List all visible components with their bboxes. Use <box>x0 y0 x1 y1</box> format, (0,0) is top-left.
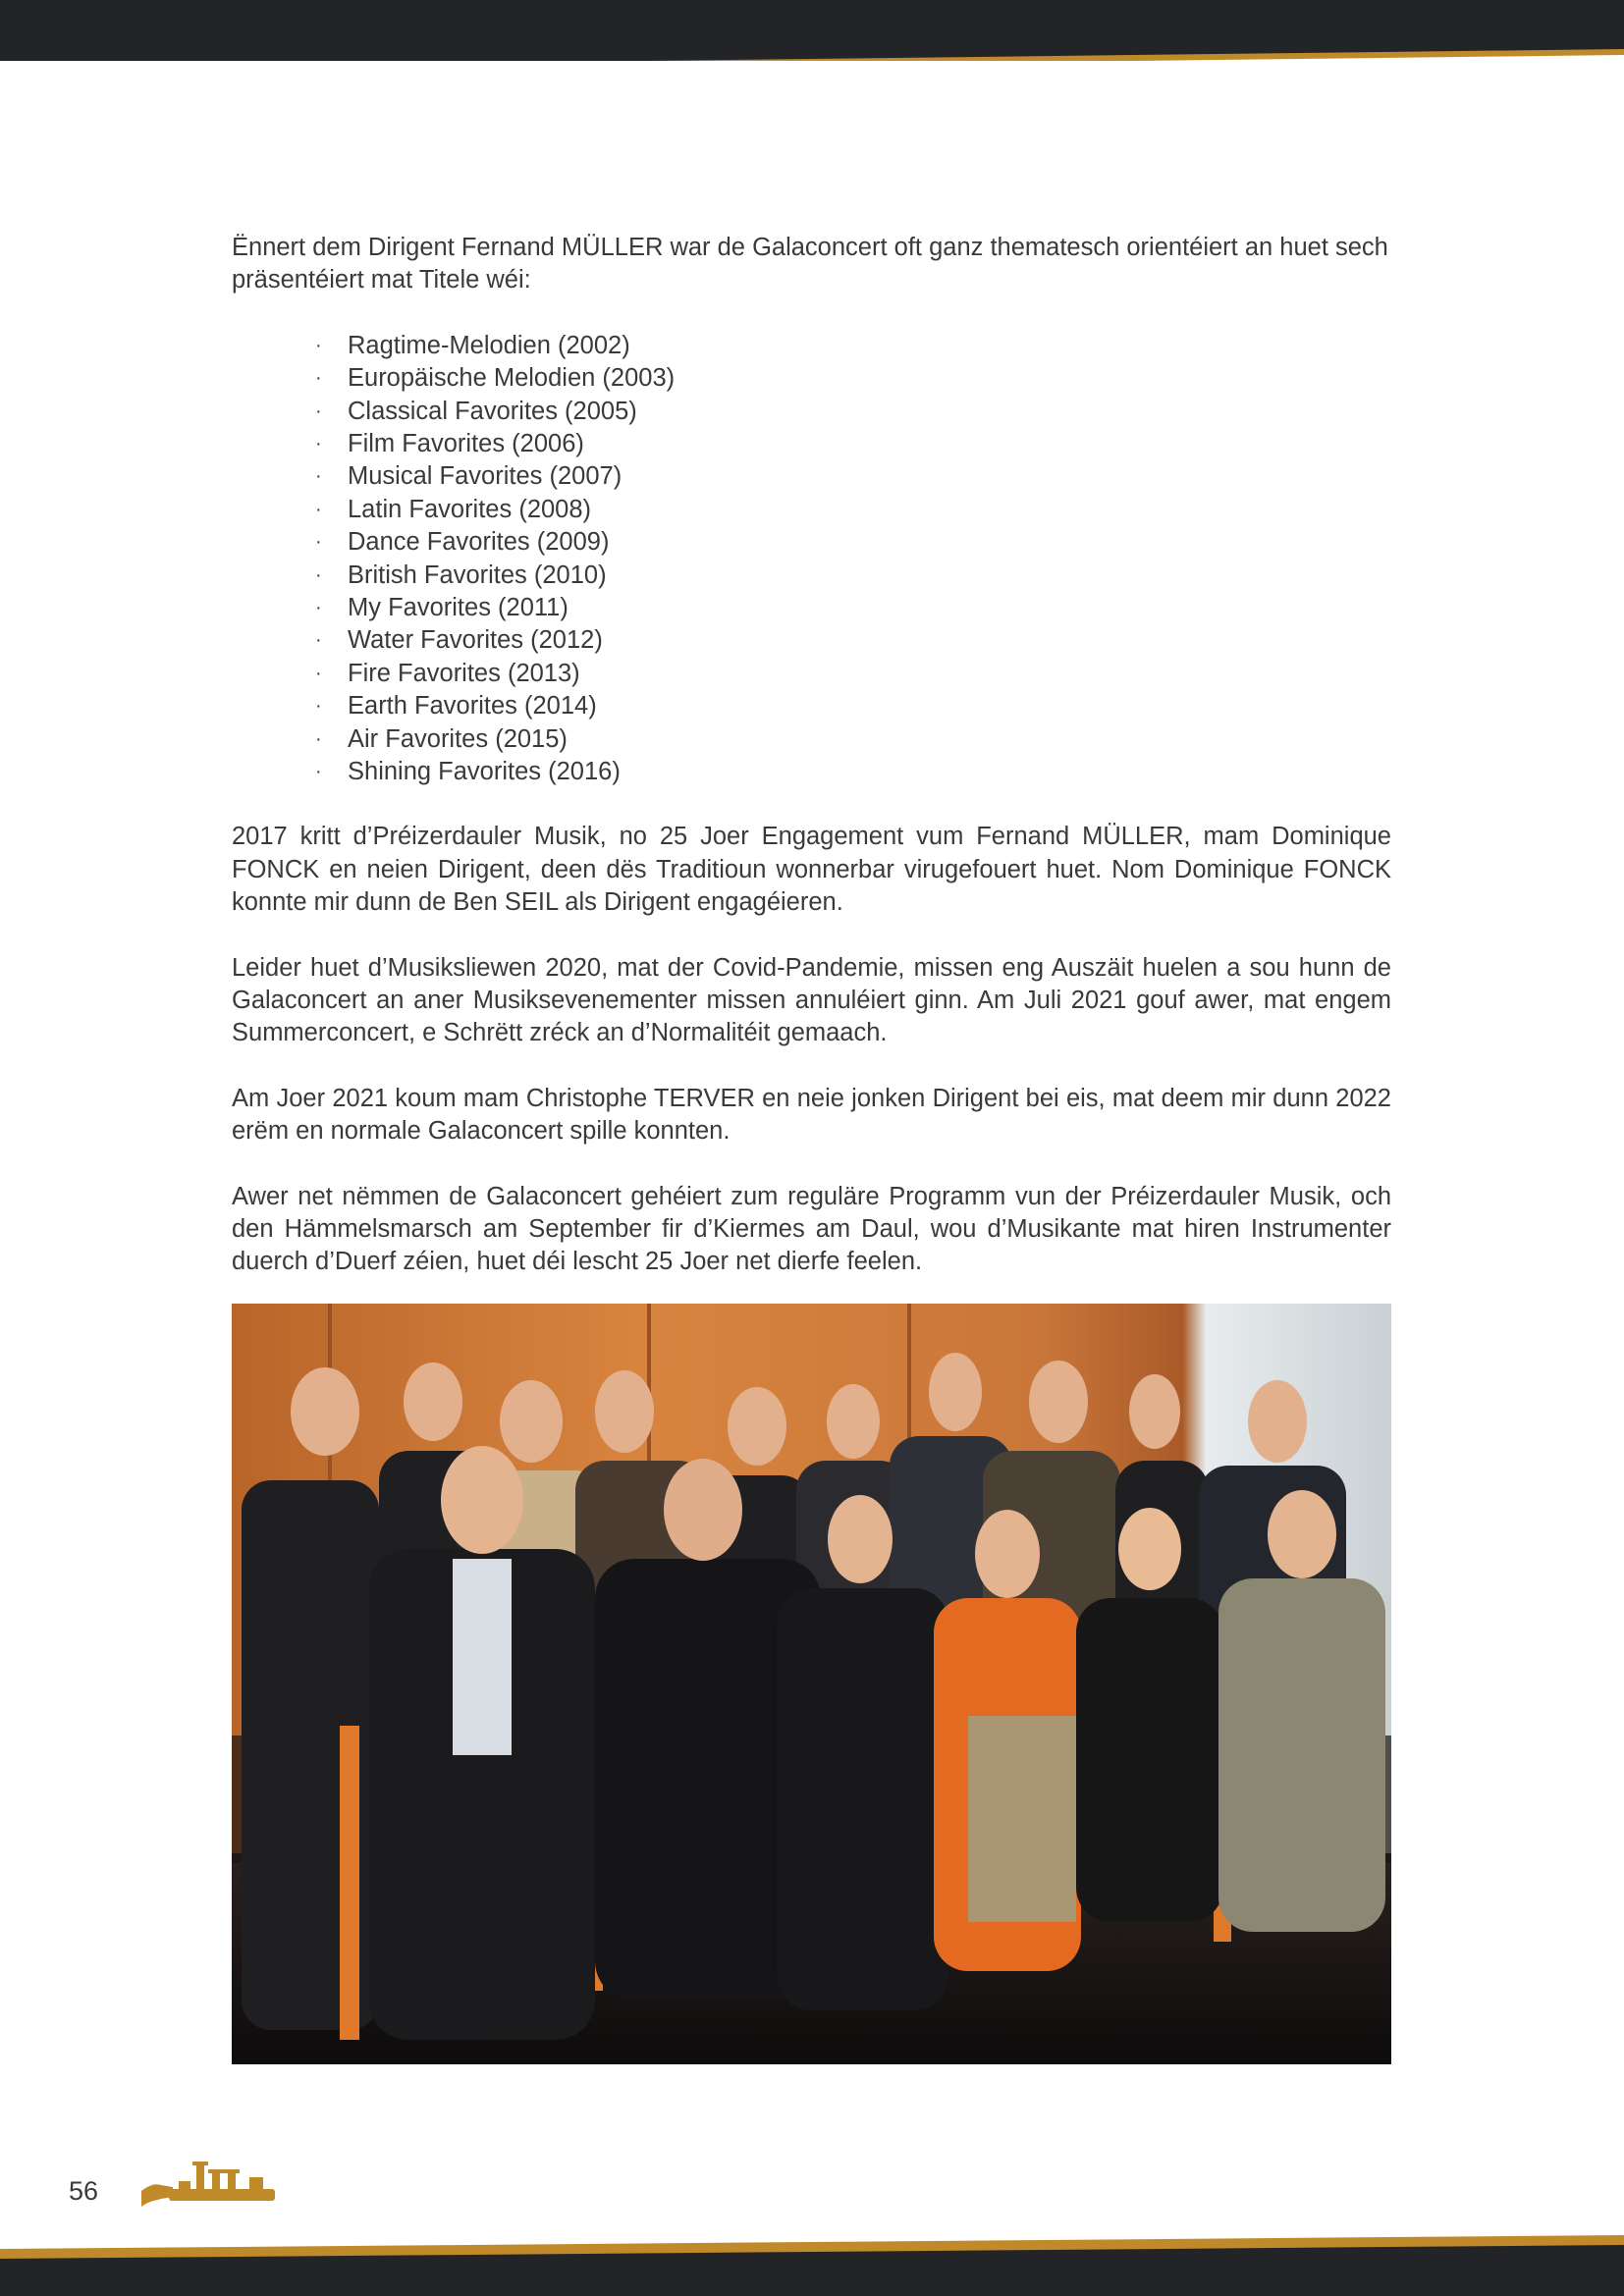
top-header-band <box>0 0 1624 61</box>
bullet-glyph: · <box>315 432 322 454</box>
list-item: · Shining Favorites (2016) <box>232 756 1391 788</box>
trumpet-logo-icon <box>139 2158 277 2213</box>
bullet-glyph: · <box>315 596 322 618</box>
page-number: 56 <box>69 2176 99 2206</box>
bullet-glyph: · <box>315 563 322 586</box>
list-item: · Latin Favorites (2008) <box>232 494 1391 526</box>
list-item: · Europäische Melodien (2003) <box>232 362 1391 395</box>
concert-titles-list <box>232 330 1391 788</box>
bullet-glyph: · <box>315 760 322 782</box>
paragraph-hammelsmarsch: Awer net nëmmen de Galaconcert gehéiert zum reguläre Programm vun der Préizerdauler Musik, och den Hämmelsmarsch am September fir d’Kiermes am Daul, wou d’Musikante mat hiren Instrumenter duerch d’Duerf zéien, huet déi lescht 25 Joer net dierfe feelen. <box>232 1182 1391 1276</box>
bullet-glyph: · <box>315 531 322 554</box>
bullet-glyph: · <box>315 727 322 750</box>
list-item: · Water Favorites (2012) <box>232 624 1391 657</box>
list-item: · Earth Favorites (2014) <box>232 690 1391 722</box>
intro-paragraph: Ënnert dem Dirigent Fernand MÜLLER war de Galaconcert oft ganz thematesch orientéiert an huet sech präsentéiert mat Titele wéi: <box>232 234 1388 294</box>
bullet-glyph: · <box>315 367 322 390</box>
list-item: · Classical Favorites (2005) <box>232 396 1391 428</box>
list-item: · Fire Favorites (2013) <box>232 658 1391 690</box>
list-item: · Dance Favorites (2009) <box>232 526 1391 559</box>
list-item: · Ragtime-Melodien (2002) <box>232 330 1391 362</box>
paragraph-covid-2020: Leider huet d’Musiksliewen 2020, mat der Covid-Pandemie, missen eng Auszäit huelen a sou hunn de Galaconcert an aner Musiksevenementer missen annuléiert ginn. Am Juli 2021 gouf awer, mat engem Summerconcert, e Schrëtt zréck an d’Normalitéit gemaach. <box>232 953 1391 1047</box>
article-body <box>232 232 1391 1279</box>
bullet-glyph: · <box>315 400 322 422</box>
paragraph-new-conductor-2021: Am Joer 2021 koum mam Christophe TERVER en neie jonken Dirigent bei eis, mat deem mir dunn 2022 erëm en normale Galaconcert spille konnten. <box>232 1084 1391 1146</box>
list-item: · Film Favorites (2006) <box>232 428 1391 460</box>
paragraph-conductor-2017: 2017 kritt d’Préizerdauler Musik, no 25 Joer Engagement vum Fernand MÜLLER, mam Dominique FONCK en neien Dirigent, deen dës Traditioun wonnerbar virugefouert huet. Nom Dominique FONCK konnte mir dunn de Ben SEIL als Dirigent engagéieren. <box>232 823 1391 917</box>
bottom-footer-band <box>0 2227 1624 2296</box>
bullet-glyph: · <box>315 334 322 356</box>
bullet-glyph: · <box>315 662 322 684</box>
list-item: · Air Favorites (2015) <box>232 723 1391 756</box>
bullet-glyph: · <box>315 498 322 520</box>
list-item: · Musical Favorites (2007) <box>232 460 1391 493</box>
list-item: · My Favorites (2011) <box>232 592 1391 624</box>
group-photo <box>232 1304 1391 2064</box>
bullet-glyph: · <box>315 695 322 718</box>
list-item: · British Favorites (2010) <box>232 560 1391 592</box>
bullet-glyph: · <box>315 465 322 488</box>
bullet-glyph: · <box>315 629 322 652</box>
